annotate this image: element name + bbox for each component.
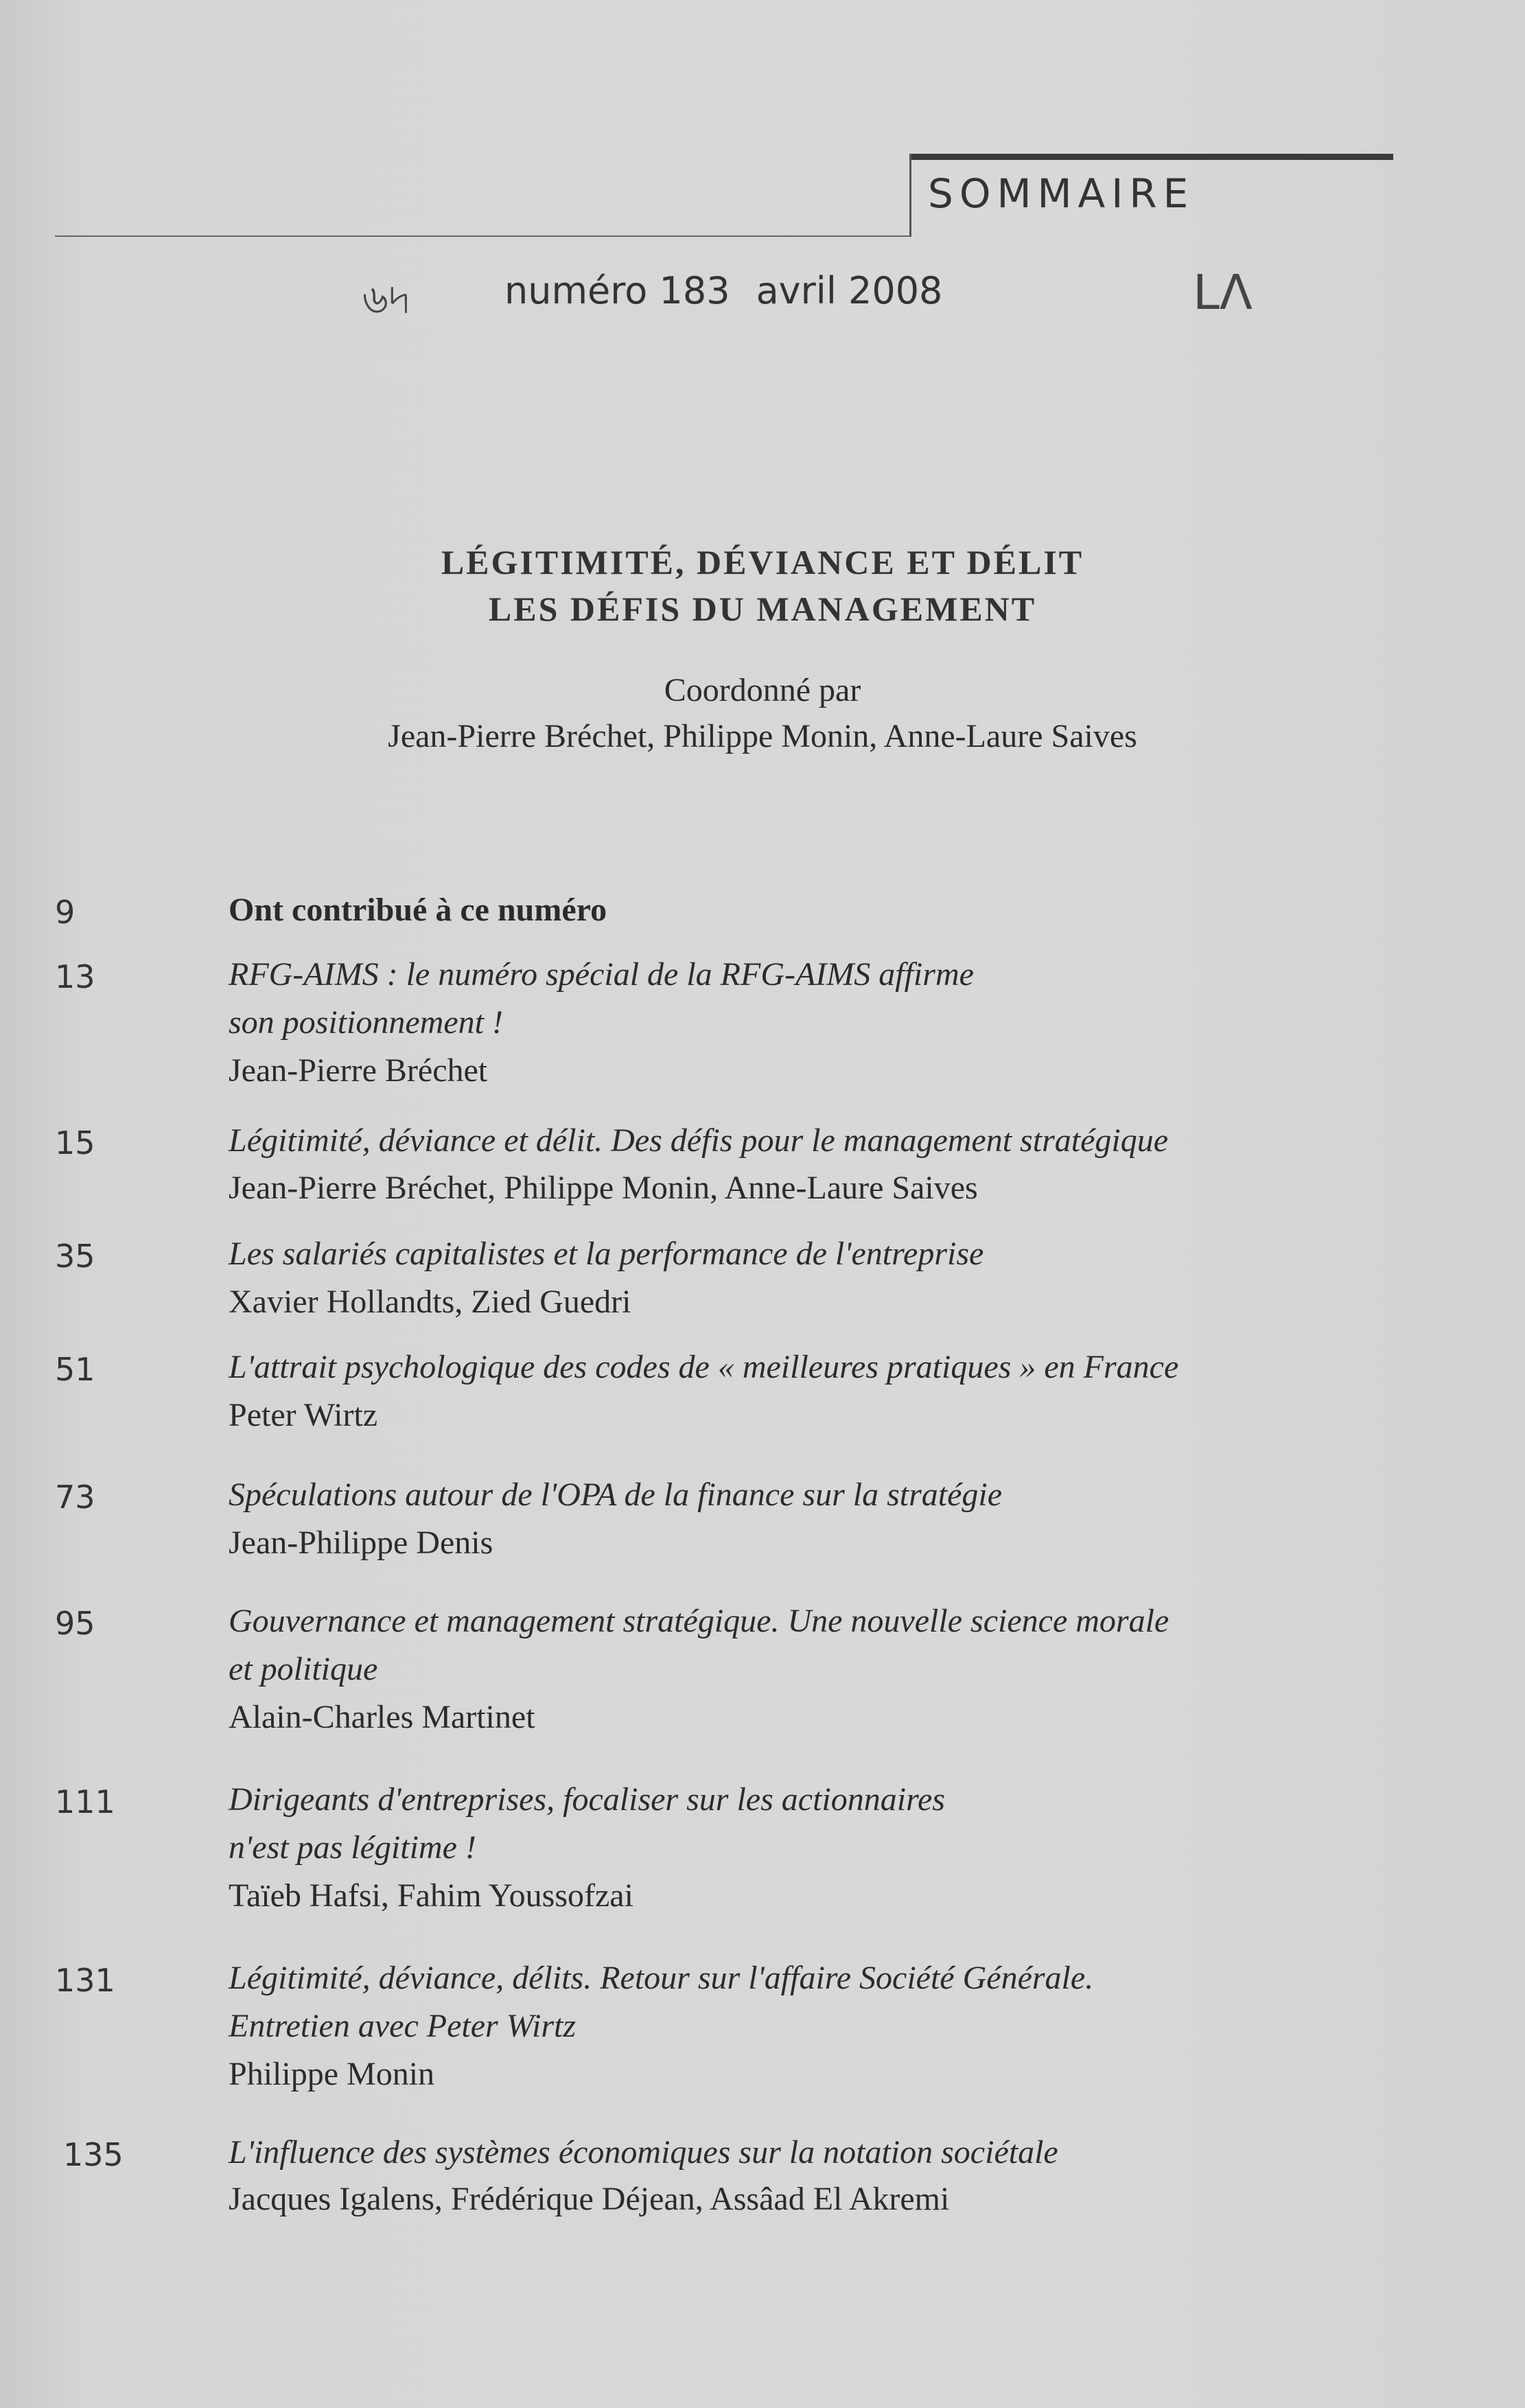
toc-title: Les salariés capitalistes et la performance de l'entreprise	[229, 1236, 984, 1272]
toc-title-continued: n'est pas légitime !	[229, 1829, 476, 1866]
toc-title: Légitimité, déviance et délit. Des défis pour le management stratégique	[229, 1122, 1169, 1159]
header-rule-vertical	[909, 154, 911, 237]
header-rule-top	[909, 154, 1393, 160]
toc-title: Gouvernance et management stratégique. Une nouvelle science morale	[229, 1603, 1169, 1639]
toc-title-continued: et politique	[229, 1651, 378, 1687]
toc-title: Spéculations autour de l'OPA de la finance sur la stratégie	[229, 1477, 1003, 1513]
toc-authors: Jean-Philippe Denis	[229, 1525, 493, 1561]
handwritten-mark-right: ᒪᐱ	[1193, 264, 1253, 321]
toc-title: Ont contribué à ce numéro	[229, 892, 607, 928]
header-rule-left	[55, 235, 909, 237]
handwritten-mark-left: ৬৸	[362, 276, 410, 323]
toc-page-number: 95	[55, 1605, 95, 1642]
coordinated-by-label: Coordonné par	[664, 672, 861, 708]
toc-authors: Jean-Pierre Bréchet	[229, 1052, 488, 1089]
toc-page-number: 135	[63, 2136, 124, 2173]
toc-page-number: 35	[55, 1238, 95, 1275]
toc-authors: Jacques Igalens, Frédérique Déjean, Assâad El Akremi	[229, 2181, 950, 2217]
toc-page-number: 131	[55, 1962, 115, 1999]
toc-page-number: 9	[55, 894, 75, 931]
toc-page-number: 111	[55, 1783, 115, 1820]
coordinators: Jean-Pierre Bréchet, Philippe Monin, Anne-Laure Saives	[388, 718, 1137, 754]
toc-authors: Jean-Pierre Bréchet, Philippe Monin, Anne-Laure Saives	[229, 1170, 978, 1206]
dossier-title-line-1: LÉGITIMITÉ, DÉVIANCE ET DÉLIT	[441, 543, 1084, 581]
toc-page-number: 73	[55, 1479, 95, 1516]
issue-date: avril 2008	[756, 269, 943, 312]
toc-authors: Philippe Monin	[229, 2056, 435, 2092]
toc-title: L'attrait psychologique des codes de « meilleures pratiques » en France	[229, 1349, 1179, 1385]
toc-title-continued: son positionnement !	[229, 1004, 503, 1041]
toc-title: Légitimité, déviance, délits. Retour sur l'affaire Société Générale.	[229, 1960, 1094, 1996]
toc-title: Dirigeants d'entreprises, focaliser sur les actionnaires	[229, 1781, 945, 1818]
toc-page-number: 51	[55, 1351, 95, 1388]
toc-page-number: 13	[55, 958, 95, 995]
toc-authors: Xavier Hollandts, Zied Guedri	[229, 1284, 631, 1320]
issue-line	[504, 269, 968, 312]
dossier-title-line-2: LES DÉFIS DU MANAGEMENT	[488, 590, 1037, 628]
toc-authors: Peter Wirtz	[229, 1397, 378, 1433]
toc-title: L'influence des systèmes économiques sur la notation sociétale	[229, 2134, 1058, 2170]
toc-page-number: 15	[55, 1124, 95, 1161]
toc-title: RFG-AIMS : le numéro spécial de la RFG-AIMS affirme	[229, 956, 974, 993]
section-title: SOMMAIRE	[928, 170, 1195, 217]
toc-authors: Alain-Charles Martinet	[229, 1699, 535, 1735]
issue-number: numéro 183	[504, 269, 730, 312]
toc-title-continued: Entretien avec Peter Wirtz	[229, 2008, 577, 2044]
toc-authors: Taïeb Hafsi, Fahim Youssofzai	[229, 1877, 633, 1914]
